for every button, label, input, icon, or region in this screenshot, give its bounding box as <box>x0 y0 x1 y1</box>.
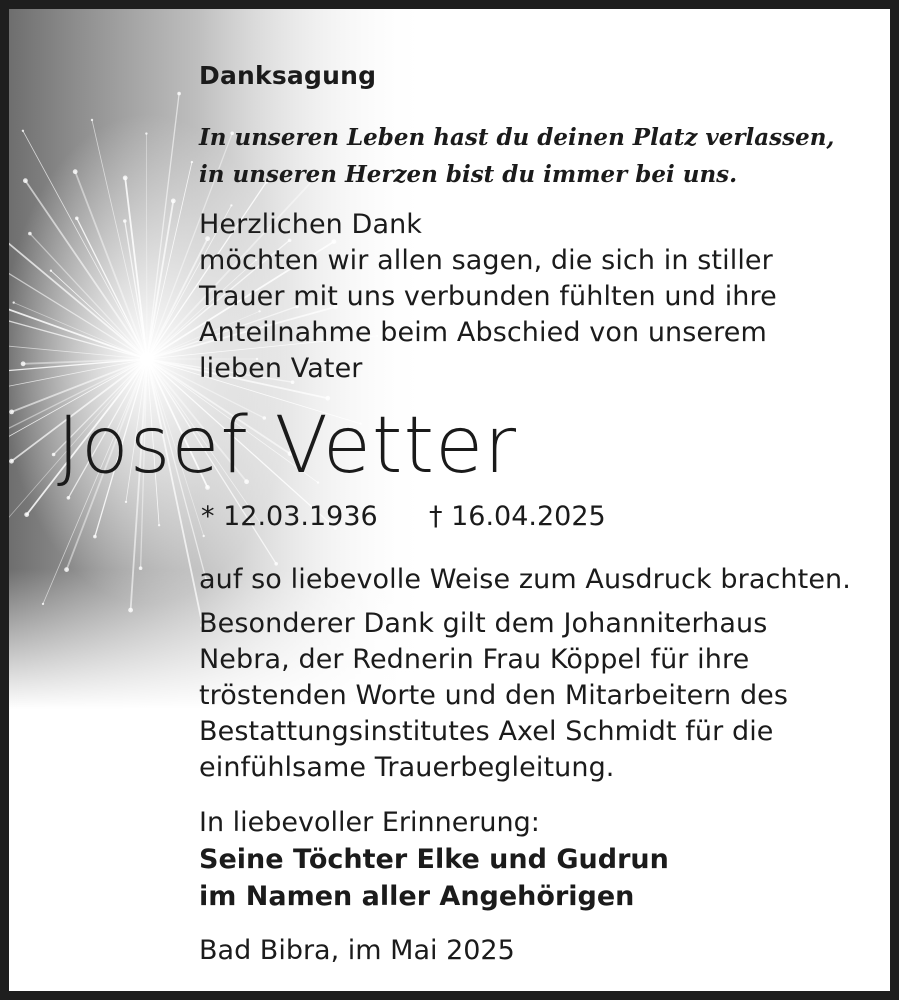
intro-line: Herzlichen Dank <box>199 209 423 240</box>
signature <box>199 841 669 915</box>
intro-line: Trauer mit uns verbunden fühlten und ihre <box>199 281 777 312</box>
quote-line: In unseren Leben hast du deinen Platz verlassen, <box>199 124 835 151</box>
memory-line: In liebevoller Erinnerung: <box>199 807 540 838</box>
thanks-line: Besonderer Dank gilt dem Johanniterhaus <box>199 608 768 639</box>
intro-line: Anteilnahme beim Abschied von unserem <box>199 317 767 348</box>
birth-date: * 12.03.1936 <box>201 501 378 532</box>
thanks-line: einfühlsame Trauerbegleitung. <box>199 752 615 783</box>
continuation-line: auf so liebevolle Weise zum Ausdruck brachten. <box>199 564 851 595</box>
quote-line: in unseren Herzen bist du immer bei uns. <box>199 161 738 188</box>
thanks-paragraph <box>199 606 788 786</box>
deceased-name: Josef Vetter <box>57 401 518 491</box>
notice-heading: Danksagung <box>199 61 377 90</box>
signature-line: im Namen aller Angehörigen <box>199 881 635 912</box>
memorial-quote <box>199 119 834 193</box>
thanks-line: Bestattungsinstitutes Axel Schmidt für die <box>199 716 774 747</box>
thanks-line: Nebra, der Rednerin Frau Köppel für ihre <box>199 644 750 675</box>
place-date: Bad Bibra, im Mai 2025 <box>199 935 515 966</box>
death-date: † 16.04.2025 <box>429 501 606 532</box>
thanks-line: tröstenden Worte und den Mitarbeitern des <box>199 680 789 711</box>
signature-line: Seine Töchter Elke und Gudrun <box>199 844 669 875</box>
intro-paragraph <box>199 207 777 387</box>
intro-line: lieben Vater <box>199 353 363 384</box>
intro-line: möchten wir allen sagen, die sich in stiller <box>199 245 773 276</box>
